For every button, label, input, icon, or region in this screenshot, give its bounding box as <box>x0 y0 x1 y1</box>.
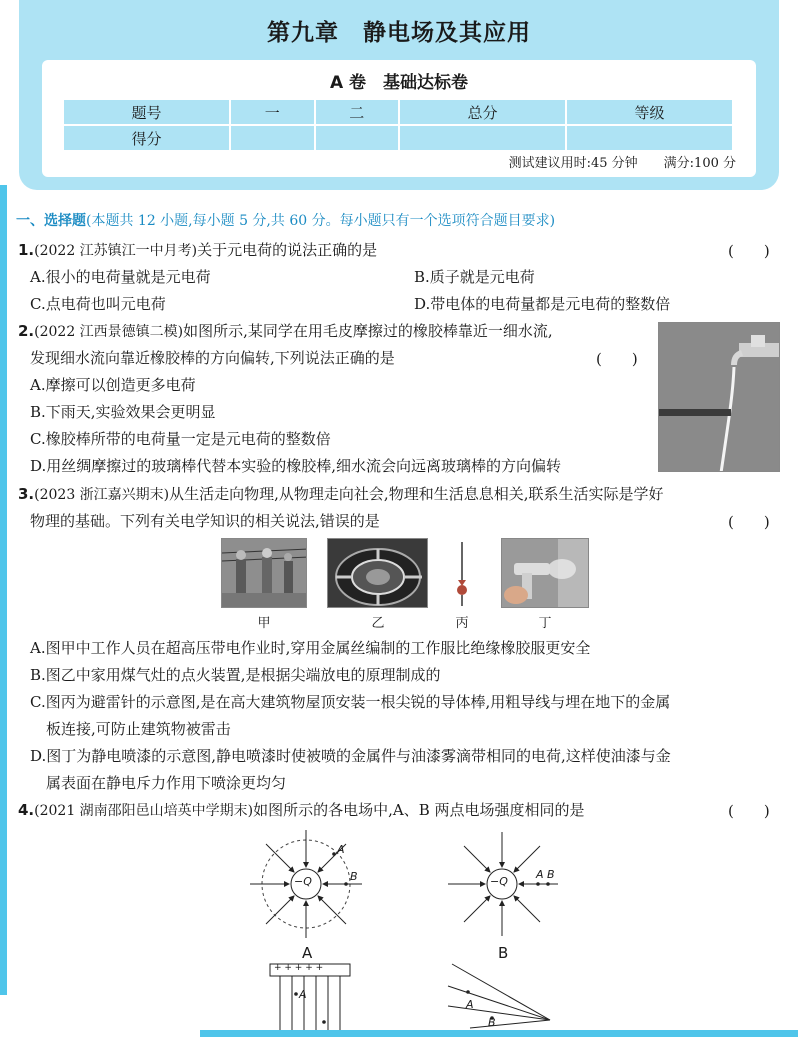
score-table <box>62 98 734 152</box>
option-b: B.质子就是元电荷 <box>414 268 535 286</box>
lightning-rod-icon <box>450 540 474 610</box>
diagram-caption-a: A <box>302 944 313 962</box>
option-c-continued: 板连接,可防止建筑物被雷击 <box>46 720 231 738</box>
caption-yi: 乙 <box>371 616 385 631</box>
answer-paren[interactable]: ( ) <box>728 242 770 260</box>
left-frame-bar <box>0 185 7 995</box>
question-1-stem <box>18 240 377 261</box>
score-input-cell[interactable] <box>400 126 565 150</box>
option-d: D.带电体的电荷量都是元电荷的整数倍 <box>414 295 671 313</box>
answer-paren[interactable]: ( ) <box>596 350 638 368</box>
point-a-label: A <box>299 988 307 1001</box>
point-b-label: B <box>350 870 358 883</box>
option-c: C.橡胶棒所带的电荷量一定是元电荷的整数倍 <box>30 430 331 448</box>
faucet-icon <box>659 323 780 472</box>
photo-high-voltage-workers <box>221 538 307 608</box>
option-a: A.摩擦可以创造更多电荷 <box>30 376 196 394</box>
answer-paren[interactable]: ( ) <box>728 802 770 820</box>
score-input-cell[interactable] <box>567 126 732 150</box>
workers-icon <box>222 539 307 608</box>
table-cell: 得分 <box>64 126 229 150</box>
charge-label: −Q <box>490 875 508 888</box>
table-cell: 等级 <box>567 100 732 124</box>
question-4-stem <box>18 800 585 821</box>
field-diagram-d <box>446 962 556 1030</box>
header-panel <box>19 0 779 190</box>
table-cell: 总分 <box>400 100 565 124</box>
caption-jia: 甲 <box>257 616 271 631</box>
option-a: A.图甲中工作人员在超高压带电作业时,穿用金属丝编制的工作服比绝缘橡胶服更安全 <box>30 639 591 657</box>
option-d: D.用丝绸摩擦过的玻璃棒代替本实验的橡胶棒,细水流会向远离玻璃棒的方向偏转 <box>30 457 562 475</box>
score-input-cell[interactable] <box>231 126 314 150</box>
spray-gun-icon <box>502 539 589 608</box>
photo-gas-stove <box>327 538 428 608</box>
question-text: 从生活走向物理,从物理走向社会,物理和生活息息相关,联系生活实际是学好 <box>169 485 664 503</box>
question-number: 1. <box>18 241 35 259</box>
gas-stove-icon <box>328 539 428 608</box>
question-3-stem <box>18 484 663 505</box>
option-c: C.点电荷也叫元电荷 <box>30 295 166 313</box>
question-source: (2022 江苏镇江一中月考) <box>34 243 198 259</box>
section-title <box>16 210 555 230</box>
chapter-title: 第九章 静电场及其应用 <box>267 19 531 46</box>
question-2-stem <box>18 321 553 342</box>
question-number: 4. <box>18 801 35 819</box>
converging-field-icon <box>446 962 556 1030</box>
table-row <box>64 126 732 150</box>
question-text: 如图所示的各电场中,A、B 两点电场强度相同的是 <box>253 801 585 819</box>
question-number: 2. <box>18 322 35 340</box>
plate-signs: + + + + + <box>274 963 324 973</box>
paper-title: A 卷 基础达标卷 <box>329 73 469 93</box>
option-d-continued: 属表面在静电斥力作用下喷涂更均匀 <box>46 774 287 792</box>
bottom-frame-bar <box>200 1030 798 1037</box>
section-title-text: 一、选择题 <box>16 213 86 229</box>
option-d: D.图丁为静电喷漆的示意图,静电喷漆时使被喷的金属件与油漆雾滴带相同的电荷,这样使油漆与金 <box>30 747 671 765</box>
paper-info-card <box>42 60 756 177</box>
option-b: B.图乙中家用煤气灶的点火装置,是根据尖端放电的原理制成的 <box>30 666 441 684</box>
test-info: 测试建议用时:45 分钟 满分:100 分 <box>508 156 736 171</box>
question-source: (2023 浙江嘉兴期末) <box>34 487 170 503</box>
photo-spray-painting <box>501 538 589 608</box>
question-text: 如图所示,某同学在用毛皮摩擦过的橡胶棒靠近一细水流, <box>183 322 553 340</box>
table-row <box>64 100 732 124</box>
table-cell: 一 <box>231 100 314 124</box>
table-cell: 二 <box>316 100 399 124</box>
point-a-label: A <box>337 843 345 856</box>
water-stream-photo <box>658 322 780 472</box>
option-b: B.下雨天,实验效果会更明显 <box>30 403 216 421</box>
lightning-rod-diagram <box>450 540 474 610</box>
option-a: A.很小的电荷量就是元电荷 <box>30 268 211 286</box>
point-ab-label: A B <box>536 868 555 881</box>
point-a-label: A <box>466 998 474 1011</box>
question-number: 3. <box>18 485 35 503</box>
section-note: (本题共 12 小题,每小题 5 分,共 60 分。每小题只有一个选项符合题目要求) <box>86 213 556 229</box>
score-input-cell[interactable] <box>316 126 399 150</box>
diagram-caption-b: B <box>498 944 509 962</box>
question-source: (2021 湖南邵阳邑山培英中学期末) <box>34 803 254 819</box>
charge-label: −Q <box>294 875 312 888</box>
point-b-label: B <box>488 1016 496 1029</box>
question-text: 发现细水流向靠近橡胶棒的方向偏转,下列说法正确的是 <box>30 349 395 367</box>
question-text: 关于元电荷的说法正确的是 <box>197 241 378 259</box>
option-c: C.图丙为避雷针的示意图,是在高大建筑物屋顶安装一根尖锐的导体棒,用粗导线与埋在地下的金属 <box>30 693 671 711</box>
caption-ding: 丁 <box>538 616 552 631</box>
question-source: (2022 江西景德镇二模) <box>34 324 184 340</box>
caption-bing: 丙 <box>455 616 469 631</box>
table-cell: 题号 <box>64 100 229 124</box>
answer-paren[interactable]: ( ) <box>728 513 770 531</box>
question-text: 物理的基础。下列有关电学知识的相关说法,错误的是 <box>30 512 380 530</box>
